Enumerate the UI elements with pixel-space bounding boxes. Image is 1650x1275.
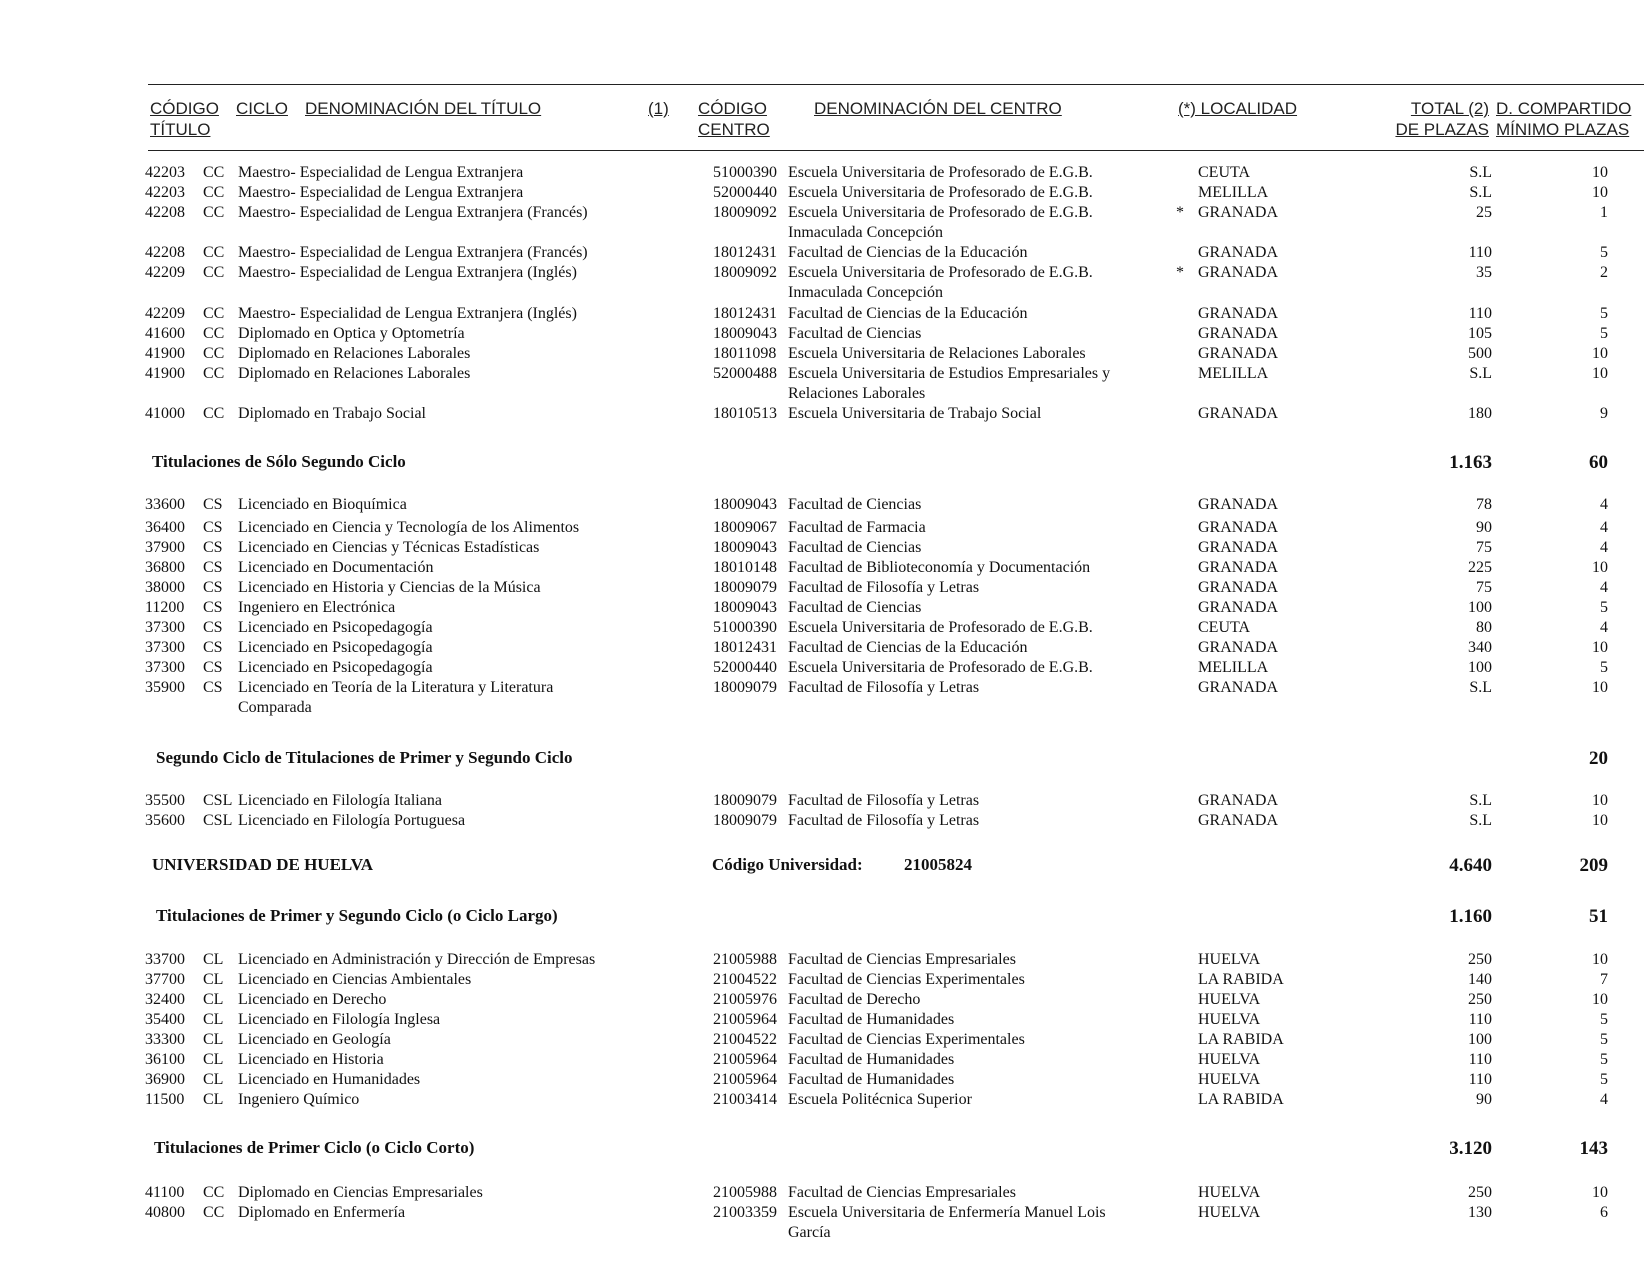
table-row: 37300 CS Licenciado en Psicopedagogía 51000390 Escuela Universitaria de Profesorado de E.G.B. CEUTA 80 4 [145,619,1608,636]
university-total: 4.640 [1449,855,1492,876]
section-min: 143 [1579,1138,1608,1159]
section-min: 60 [1589,452,1608,473]
header-total: TOTAL (2) DE PLAZAS [1395,99,1489,139]
university-name: UNIVERSIDAD DE HUELVA [152,855,374,874]
section-title: Titulaciones de Sólo Segundo Ciclo [152,452,406,471]
table-row: 42209 CC Maestro- Especialidad de Lengua Extranjera (Inglés) 18009092 Escuela Universitaria de Profesorado de E.G.B. Inmaculada Concepción * GRANADA 35 2 [145,264,1608,301]
table-row: 42208 CC Maestro- Especialidad de Lengua Extranjera (Francés) 18012431 Facultad de Ciencias de la Educación GRANADA 110 5 [145,244,1608,261]
table-row: 33600 CS Licenciado en Bioquímica 18009043 Facultad de Ciencias GRANADA 78 4 [145,496,1608,513]
table-row: 41000 CC Diplomado en Trabajo Social 18010513 Escuela Universitaria de Trabajo Social GRANADA 180 9 [145,405,1608,422]
section-title: Titulaciones de Primer y Segundo Ciclo (o Ciclo Largo) [156,906,558,925]
table-row: 41900 CC Diplomado en Relaciones Laborales 18011098 Escuela Universitaria de Relaciones Laborales GRANADA 500 10 [145,345,1608,362]
table-row: 40800 CC Diplomado en Enfermería 21003359 Escuela Universitaria de Enfermería Manuel Lois García HUELVA 130 6 [145,1204,1608,1241]
university-code-label: Código Universidad: [712,855,863,874]
section-total: 1.163 [1449,452,1492,473]
header-top-rule [148,84,1644,85]
university-code: 21005824 [904,855,972,874]
section-min: 20 [1589,748,1608,769]
table-row: 35600 CSL Licenciado en Filología Portuguesa 18009079 Facultad de Filosofía y Letras GRANADA S.L 10 [145,812,1608,829]
header-bottom-rule [148,150,1644,151]
table-row: 37900 CS Licenciado en Ciencias y Técnicas Estadísticas 18009043 Facultad de Ciencias GRANADA 75 4 [145,539,1608,556]
section-title: Segundo Ciclo de Titulaciones de Primer y Segundo Ciclo [156,748,573,767]
table-row: 36400 CS Licenciado en Ciencia y Tecnología de los Alimentos 18009067 Facultad de Farmacia GRANADA 90 4 [145,519,1608,536]
table-row: 42203 CC Maestro- Especialidad de Lengua Extranjera 51000390 Escuela Universitaria de Profesorado de E.G.B. CEUTA S.L 10 [145,164,1608,181]
section-title: Titulaciones de Primer Ciclo (o Ciclo Corto) [154,1138,475,1157]
table-row: 37700 CL Licenciado en Ciencias Ambientales 21004522 Facultad de Ciencias Experimentales LA RABIDA 140 7 [145,971,1608,988]
section-total: 3.120 [1449,1138,1492,1159]
section-min: 51 [1589,906,1608,927]
table-row: 32400 CL Licenciado en Derecho 21005976 Facultad de Derecho HUELVA 250 10 [145,991,1608,1008]
header-denominacion-centro: DENOMINACIÓN DEL CENTRO [814,99,1062,118]
table-row: 41600 CC Diplomado en Optica y Optometría 18009043 Facultad de Ciencias GRANADA 105 5 [145,325,1608,342]
table-row: 11200 CS Ingeniero en Electrónica 18009043 Facultad de Ciencias GRANADA 100 5 [145,599,1608,616]
table-row: 36800 CS Licenciado en Documentación 18010148 Facultad de Biblioteconomía y Documentación GRANADA 225 10 [145,559,1608,576]
table-row: 36900 CL Licenciado en Humanidades 21005964 Facultad de Humanidades HUELVA 110 5 [145,1071,1608,1088]
header-compartido: D. COMPARTIDO MÍNIMO PLAZAS [1496,99,1632,139]
table-row: 33300 CL Licenciado en Geología 21004522 Facultad de Ciencias Experimentales LA RABIDA 100 5 [145,1031,1608,1048]
table-row: 41100 CC Diplomado en Ciencias Empresariales 21005988 Facultad de Ciencias Empresariales HUELVA 250 10 [145,1184,1608,1201]
header-nota1: (1) [648,99,669,118]
table-row: 42203 CC Maestro- Especialidad de Lengua Extranjera 52000440 Escuela Universitaria de Profesorado de E.G.B. MELILLA S.L 10 [145,184,1608,201]
header-denominacion-titulo: DENOMINACIÓN DEL TÍTULO [305,99,542,118]
table-row: 37300 CS Licenciado en Psicopedagogía 18012431 Facultad de Ciencias de la Educación GRANADA 340 10 [145,639,1608,656]
university-min: 209 [1579,855,1608,876]
table-row: 35900 CS Licenciado en Teoría de la Literatura y Literatura Comparada 18009079 Facultad de Filosofía y Letras GRANADA S.L 10 [145,679,1608,716]
header-localidad: (*) LOCALIDAD [1178,99,1298,118]
table-row: 35500 CSL Licenciado en Filología Italiana 18009079 Facultad de Filosofía y Letras GRANADA S.L 10 [145,792,1608,809]
section-total: 1.160 [1449,906,1492,927]
table-row: 38000 CS Licenciado en Historia y Ciencias de la Música 18009079 Facultad de Filosofía y Letras GRANADA 75 4 [145,579,1608,596]
table-row: 41900 CC Diplomado en Relaciones Laborales 52000488 Escuela Universitaria de Estudios Empresariales y Relaciones Laborales MELILLA S.L 10 [145,365,1608,402]
table-row: 37300 CS Licenciado en Psicopedagogía 52000440 Escuela Universitaria de Profesorado de E.G.B. MELILLA 100 5 [145,659,1608,676]
table-row: 42208 CC Maestro- Especialidad de Lengua Extranjera (Francés) 18009092 Escuela Universitaria de Profesorado de E.G.B. Inmaculada Concepción * GRANADA 25 1 [145,204,1608,241]
table-row: 11500 CL Ingeniero Químico 21003414 Escuela Politécnica Superior LA RABIDA 90 4 [145,1091,1608,1108]
table-row: 42209 CC Maestro- Especialidad de Lengua Extranjera (Inglés) 18012431 Facultad de Ciencias de la Educación GRANADA 110 5 [145,305,1608,322]
table-row: 36100 CL Licenciado en Historia 21005964 Facultad de Humanidades HUELVA 110 5 [145,1051,1608,1068]
table-row: 35400 CL Licenciado en Filología Inglesa 21005964 Facultad de Humanidades HUELVA 110 5 [145,1011,1608,1028]
header-codigo-centro: CÓDIGO CENTRO [698,99,770,139]
header-codigo-titulo: CÓDIGO TÍTULO [150,99,219,139]
table-row: 33700 CL Licenciado en Administración y Dirección de Empresas 21005988 Facultad de Ciencias Empresariales HUELVA 250 10 [145,951,1608,968]
header-ciclo: CICLO [236,99,288,118]
